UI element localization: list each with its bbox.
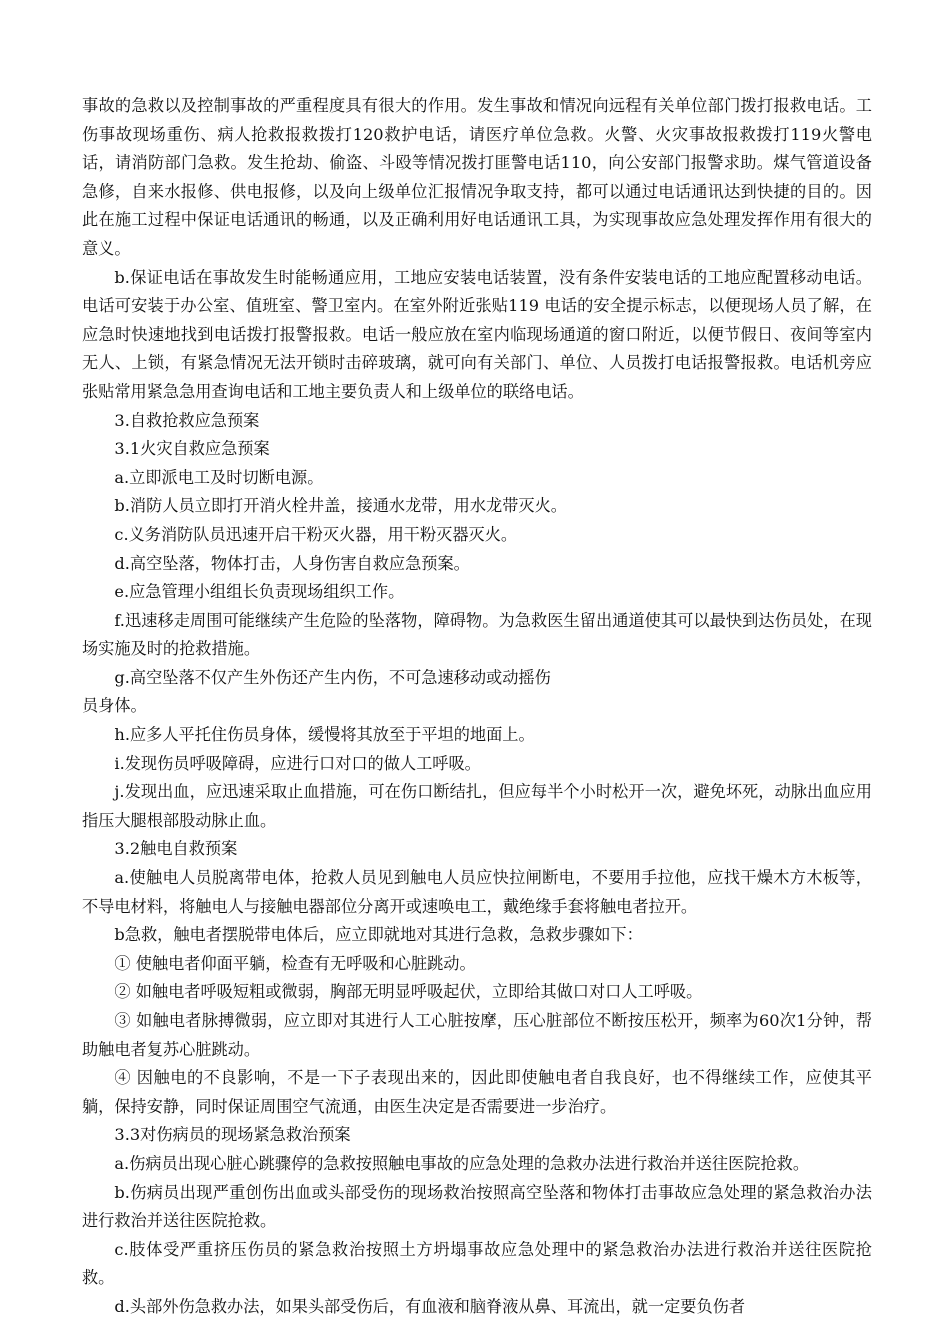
- list-item-c: c.义务消防队员迅速开启干粉灭火器，用干粉灭器灭火。: [114, 524, 518, 544]
- treatment-item-a: a.伤病员出现心脏心跳骤停的急救按照触电事故的应急处理的急救办法进行救治并送往医院抢救。: [114, 1153, 810, 1173]
- list-item-a: a.立即派电工及时切断电源。: [114, 467, 324, 487]
- list-item-g: g.高空坠落不仅产生外伤还产生内伤，不可急速移动或动摇伤: [114, 667, 551, 687]
- electric-item-b: b急救，触电者摆脱带电体后，应立即就地对其进行急救，急救步骤如下：: [114, 925, 643, 945]
- list-item-h: h.应多人平托住伤员身体，缓慢将其放至于平坦的地面上。: [114, 725, 535, 745]
- list-item-d: d.高空坠落，物体打击，人身伤害自救应急预案。: [114, 553, 470, 573]
- section-heading-3-1: 3.1火灾自救应急预案: [114, 439, 270, 459]
- list-item-g-continued: 员身体。: [82, 696, 147, 716]
- section-heading-3-3: 3.3对伤病员的现场紧急救治预案: [114, 1125, 351, 1145]
- step-4: ④ 因触电的不良影响，不是一下子表现出来的，因此即使触电者自我良好，也不得继续工作，应使其平躺，保持安静，同时保证周围空气流通，由医生决定是否需要进一步治疗。: [82, 1068, 872, 1116]
- treatment-item-c: c.肢体受严重挤压伤员的紧急救治按照土方坍塌事故应急处理中的紧急救治办法进行救治并送往医院抢救。: [82, 1239, 872, 1288]
- electric-item-a: a.使触电人员脱离带电体，抢救人员见到触电人员应快拉闸断电，不要用手拉他，应找干燥木方木板等，不导电材料，将触电人与接触电器部位分离开或速唤电工，戴绝缘手套将触电者拉开。: [82, 868, 872, 916]
- treatment-item-d: d.头部外伤急救办法，如果头部受伤后，有血液和脑脊液从鼻、耳流出，就一定要负伤者: [114, 1296, 746, 1316]
- paragraph-2: b.保证电话在事故发生时能畅通应用，工地应安装电话装置，没有条件安装电话的工地应配置移动电话。电话可安装于办公室、值班室、警卫室内。在室外附近张贴119 电话的安全提示标志，以便现场人员了解，在应急时快速地找到电话拨打报警报救。电话一般应放在室内临现场通道的窗口附近，以便节假日、夜间等室内无人、上锁，有紧急情况无法开锁时击碎玻璃，就可向有关部门、单位、人员拨打电话报警报救。电话机旁应张贴常用紧急急用查询电话和工地主要负责人和上级单位的联络电话。: [82, 267, 872, 401]
- step-1: ① 使触电者仰面平躺，检查有无呼吸和心脏跳动。: [114, 953, 476, 973]
- section-heading-3-2: 3.2触电自救预案: [114, 839, 238, 859]
- list-item-e: e.应急管理小组组长负责现场组织工作。: [114, 582, 405, 602]
- document-body: [82, 92, 872, 1322]
- step-3: ③ 如触电者脉搏微弱，应立即对其进行人工心脏按摩，压心脏部位不断按压松开，频率为60次1分钟，帮助触电者复苏心脏跳动。: [82, 1011, 872, 1059]
- treatment-item-b: b.伤病员出现严重创伤出血或头部受伤的现场救治按照高空坠落和物体打击事故应急处理的紧急救治办法进行救治并送往医院抢救。: [82, 1182, 872, 1231]
- list-item-j: j.发现出血，应迅速采取止血措施，可在伤口断结扎，但应每半个小时松开一次，避免坏死，动脉出血应用指压大腿根部股动脉止血。: [82, 782, 872, 830]
- list-item-b: b.消防人员立即打开消火栓井盖，接通水龙带，用水龙带灭火。: [114, 496, 567, 516]
- step-2: ② 如触电者呼吸短粗或微弱，胸部无明显呼吸起伏，立即给其做口对口人工呼吸。: [114, 982, 703, 1002]
- paragraph-1: 事故的急救以及控制事故的严重程度具有很大的作用。发生事故和情况向远程有关单位部门拨打报救电话。工伤事故现场重伤、病人抢救报救拨打120救护电话，请医疗单位急救。火警、火灾事故报救拨打119火警电话，请消防部门急救。发生抢劫、偷盗、斗殴等情况拨打匪警电话110，向公安部门报警求助。煤气管道设备急修，自来水报修、供电报修，以及向上级单位汇报情况争取支持，都可以通过电话通讯达到快捷的目的。因此在施工过程中保证电话通讯的畅通，以及正确利用好电话通讯工具，为实现事故应急处理发挥作用有很大的意义。: [82, 96, 872, 258]
- list-item-f: f.迅速移走周围可能继续产生危险的坠落物，障碍物。为急救医生留出通道使其可以最快到达伤员处，在现场实施及时的抢救措施。: [82, 610, 872, 659]
- list-item-i: i.发现伤员呼吸障碍，应进行口对口的做人工呼吸。: [114, 753, 481, 773]
- section-heading-3: 3.自救抢救应急预案: [114, 410, 260, 430]
